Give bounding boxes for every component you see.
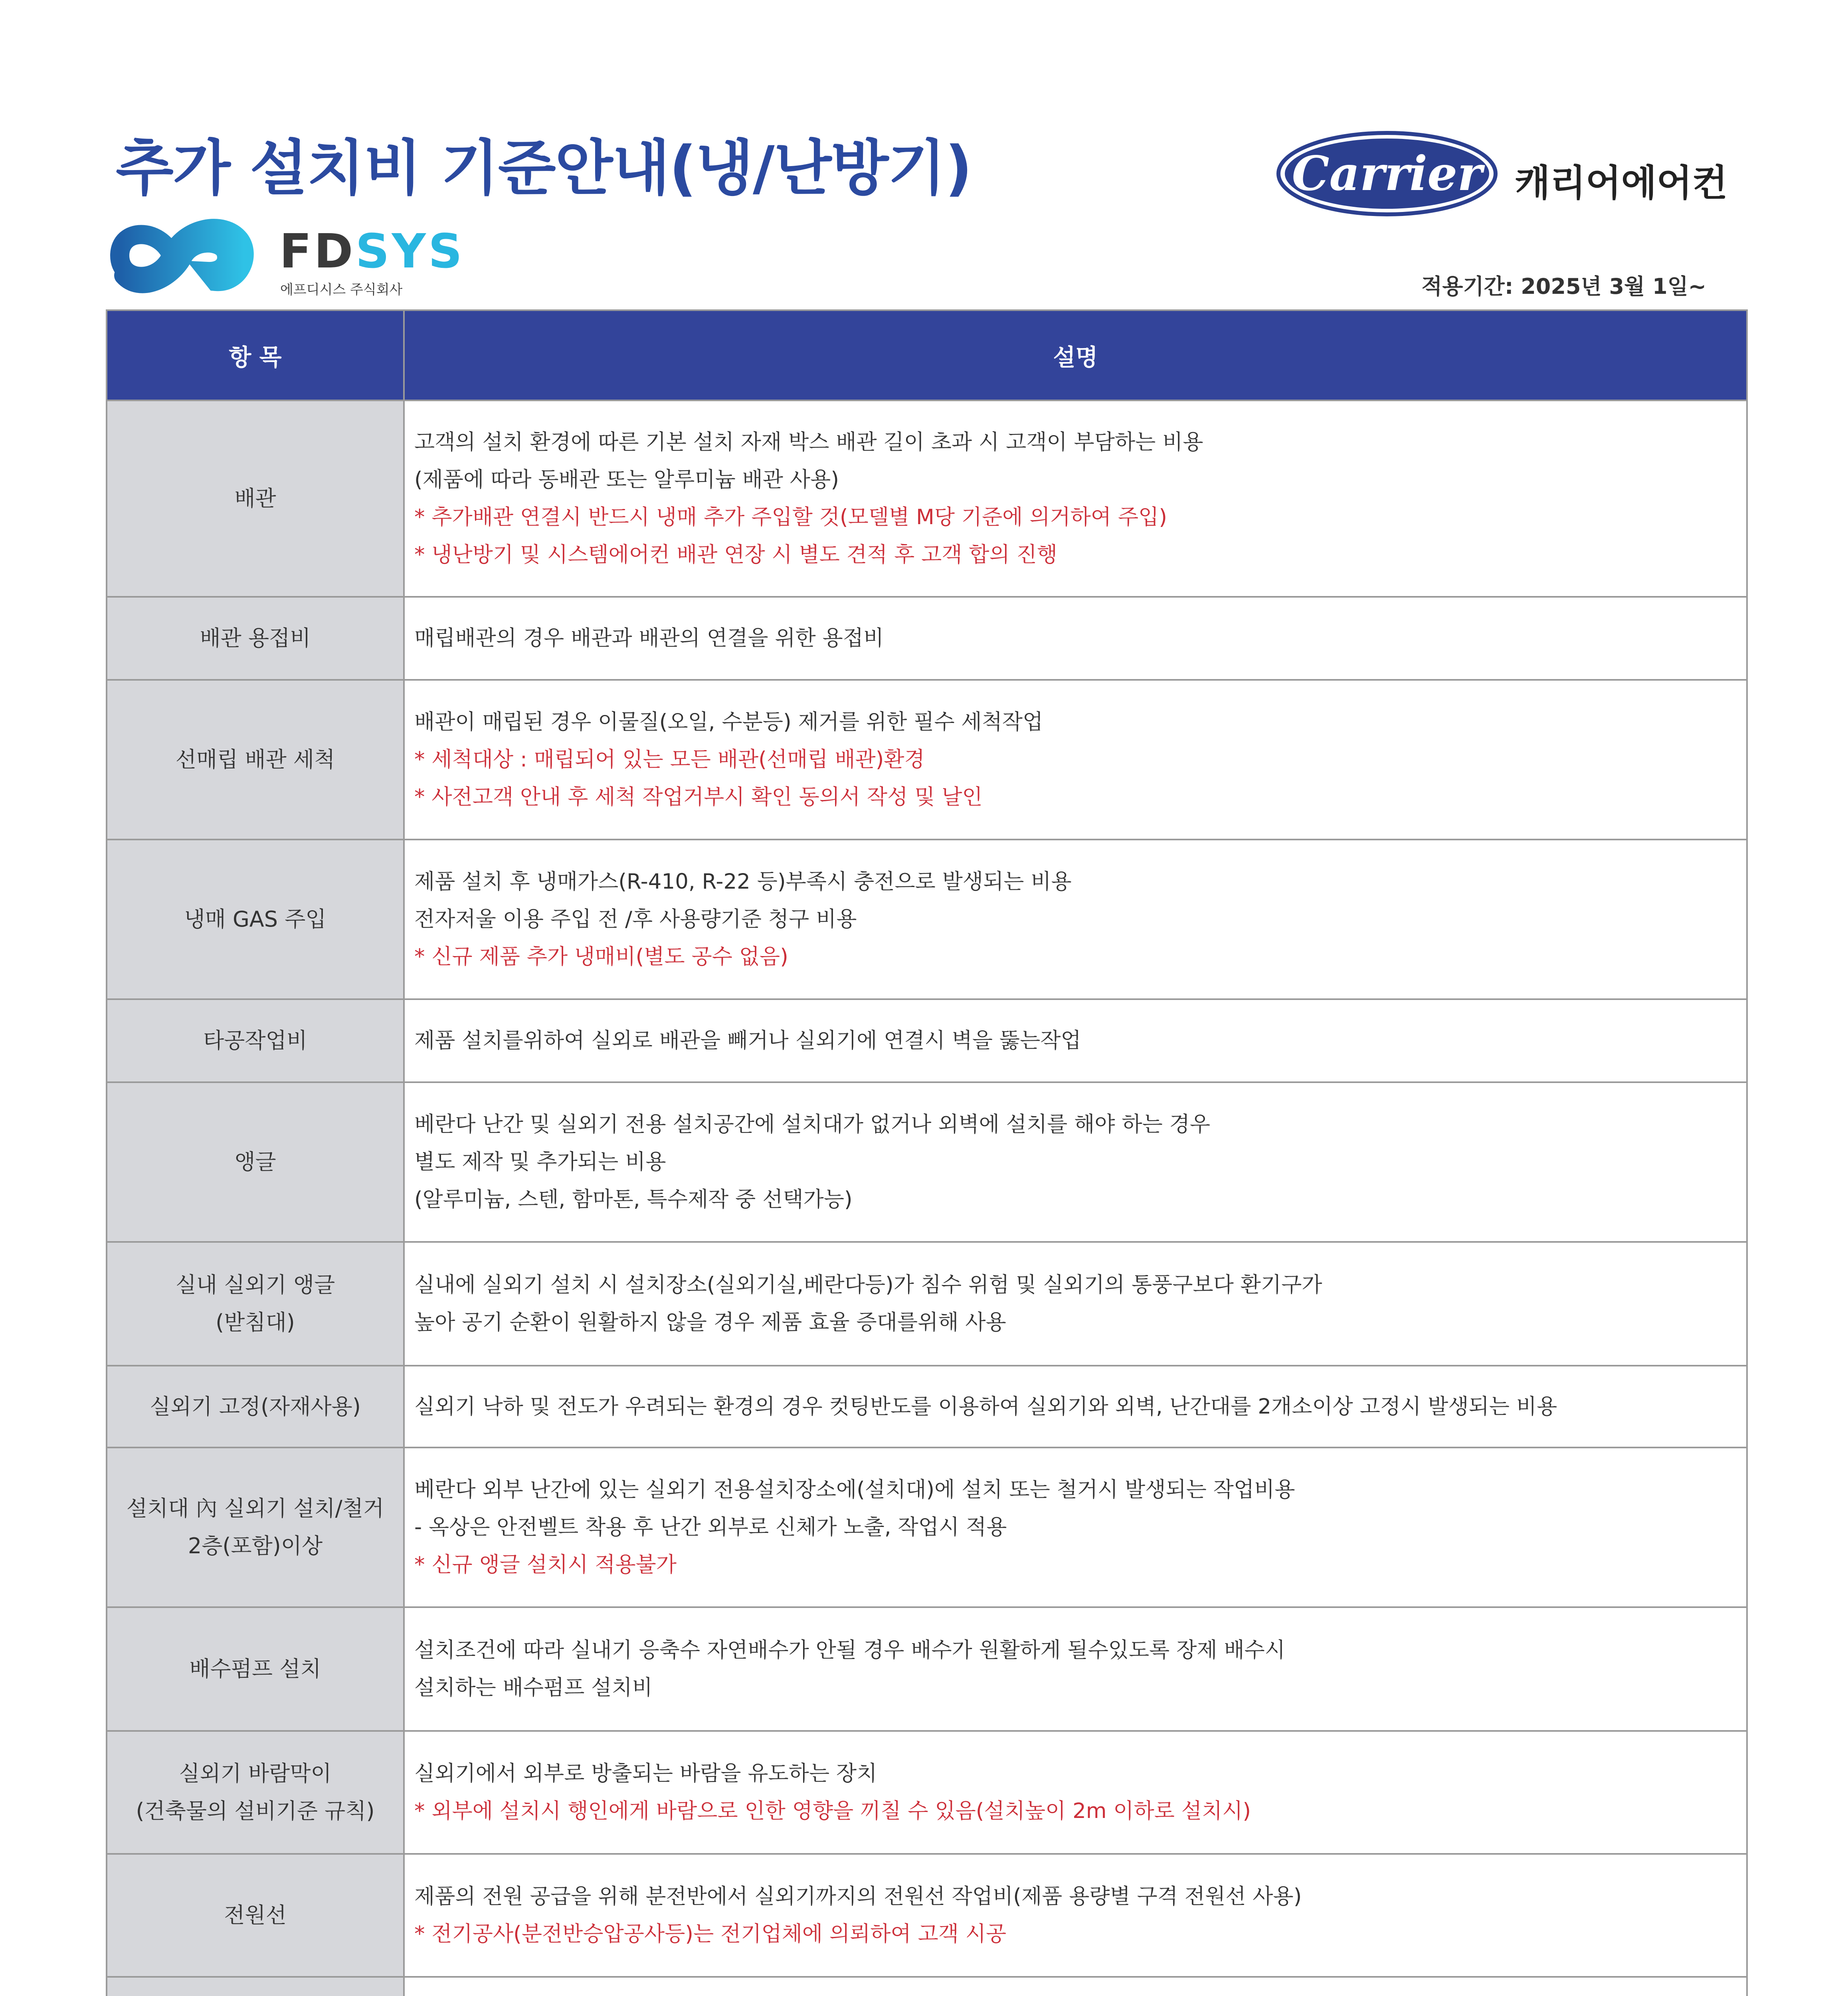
description-line: (제품에 따라 동배관 또는 알루미늄 배관 사용) — [414, 467, 839, 492]
carrier-wordmark: Carrier — [1292, 146, 1482, 201]
description-line: 설치조건에 따라 실내기 응축수 자연배수가 안될 경우 배수가 원활하게 될수있도록 장제 배수시 — [414, 1638, 1286, 1662]
row-item-label: 냉매 GAS 주입 — [107, 840, 404, 999]
table-row — [107, 1242, 1747, 1366]
fee-table — [106, 309, 1748, 1996]
row-description — [404, 1854, 1747, 1977]
description-line: 매립배관의 경우 배관과 배관의 연결을 위한 용접비 — [414, 626, 884, 650]
description-warning-line: * 외부에 설치시 행인에게 바람으로 인한 영향을 끼칠 수 있음(설치높이 2m 이하로 설치시) — [414, 1799, 1251, 1823]
row-item-label: 실외기 바람막이 (건축물의 설비기준 규칙) — [107, 1731, 404, 1854]
description-line: 고객의 설치 환경에 따른 기본 설치 자재 박스 배관 길이 초과 시 고객이 부담하는 비용 — [414, 430, 1203, 454]
table-row — [107, 597, 1747, 680]
row-item-label: 앵글 — [107, 1082, 404, 1242]
description-warning-line: * 신규 제품 추가 냉매비(별도 공수 없음) — [414, 945, 788, 969]
table-row — [107, 840, 1747, 999]
table-row — [107, 999, 1747, 1082]
row-description — [404, 1242, 1747, 1366]
description-warning-line: * 냉난방기 및 시스템에어컨 배관 연장 시 별도 견적 후 고객 합의 진행 — [414, 543, 1058, 567]
description-warning-line: * 사전고객 안내 후 세척 작업거부시 확인 동의서 작성 및 날인 — [414, 785, 983, 809]
table-row — [107, 1854, 1747, 1977]
table-row — [107, 1366, 1747, 1447]
table-row — [107, 1607, 1747, 1731]
description-warning-line: * 추가배관 연결시 반드시 냉매 추가 주입할 것(모델별 M당 기준에 의거하여 주입) — [414, 505, 1167, 529]
description-warning-line: * 세척대상 : 매립되어 있는 모든 배관(선매립 배관)환경 — [414, 747, 925, 772]
row-description — [404, 680, 1747, 840]
row-item-label: 배수펌프 설치 — [107, 1607, 404, 1731]
table-row — [107, 1977, 1747, 1996]
row-description — [404, 1366, 1747, 1447]
description-line: - 옥상은 안전벨트 착용 후 난간 외부로 신체가 노출, 작업시 적용 — [414, 1515, 1007, 1539]
row-description — [404, 840, 1747, 999]
description-line: 제품 설치를위하여 실외로 배관을 빼거나 실외기에 연결시 벽을 뚫는작업 — [414, 1028, 1081, 1053]
row-description — [404, 400, 1747, 597]
table-header-row — [107, 310, 1747, 400]
fdsys-infinity-icon — [108, 212, 275, 299]
row-item-label: 실내 실외기 앵글 (받침대) — [107, 1242, 404, 1366]
row-description — [404, 1082, 1747, 1242]
row-item-label: 선매립 배관 세척 — [107, 680, 404, 840]
table-row — [107, 680, 1747, 840]
row-item-label: 전원선 — [107, 1854, 404, 1977]
description-line: 설치하는 배수펌프 설치비 — [414, 1675, 653, 1700]
row-item-label: 타공작업비 — [107, 999, 404, 1082]
fdsys-company-name: 에프디시스 주식회사 — [280, 282, 403, 298]
row-item-label: 배관 — [107, 400, 404, 597]
page-title: 추가 설치비 기준안내(냉/난방기) — [116, 134, 972, 203]
row-description — [404, 1977, 1747, 1996]
row-item-label — [107, 1977, 404, 1996]
row-description — [404, 1607, 1747, 1731]
description-line: 실외기에서 외부로 방출되는 바람을 유도하는 장치 — [414, 1761, 877, 1786]
row-description — [404, 597, 1747, 680]
carrier-korean-name: 캐리어에어컨 — [1515, 162, 1728, 204]
row-item-label: 배관 용접비 — [107, 597, 404, 680]
table-row — [107, 1731, 1747, 1854]
description-line: 제품 설치 후 냉매가스(R-410, R-22 등)부족시 충전으로 발생되는 비용 — [414, 869, 1072, 894]
fdsys-wordmark: FDSYS — [279, 224, 465, 279]
description-line: 실내에 실외기 설치 시 설치장소(실외기실,베란다등)가 침수 위험 및 실외기의 통풍구보다 환기구가 — [414, 1273, 1322, 1297]
description-line: 베란다 난간 및 실외기 전용 설치공간에 설치대가 없거나 외벽에 설치를 해야 하는 경우 — [414, 1112, 1211, 1137]
description-line: 별도 제작 및 추가되는 비용 — [414, 1150, 666, 1174]
effective-period: 적용기간: 2025년 3월 1일~ — [1421, 274, 1706, 299]
description-line: 배관이 매립된 경우 이물질(오일, 수분등) 제거를 위한 필수 세척작업 — [414, 710, 1043, 734]
column-header-description: 설명 — [404, 310, 1747, 400]
row-description — [404, 999, 1747, 1082]
table-row — [107, 400, 1747, 597]
row-item-label: 실외기 고정(자재사용) — [107, 1366, 404, 1447]
description-warning-line: * 전기공사(분전반승압공사등)는 전기업체에 의뢰하여 고객 시공 — [414, 1922, 1007, 1946]
row-description — [404, 1447, 1747, 1607]
description-line: (알루미늄, 스텐, 함마톤, 특수제작 중 선택가능) — [414, 1187, 853, 1212]
table-body — [107, 400, 1747, 1996]
description-line: 제품의 전원 공급을 위해 분전반에서 실외기까지의 전원선 작업비(제품 용량별 구격 전원선 사용) — [414, 1884, 1302, 1909]
table-row — [107, 1082, 1747, 1242]
fdsys-logo — [108, 212, 491, 303]
table-row — [107, 1447, 1747, 1607]
column-header-item: 항 목 — [107, 310, 404, 400]
carrier-logo — [1275, 130, 1754, 222]
row-item-label: 설치대 內 실외기 설치/철거 2층(포함)이상 — [107, 1447, 404, 1607]
description-warning-line: * 신규 앵글 설치시 적용불가 — [414, 1552, 677, 1577]
description-line: 베란다 외부 난간에 있는 실외기 전용설치장소에(설치대)에 설치 또는 철거시 발생되는 작업비용 — [414, 1477, 1295, 1502]
description-line: 실외기 낙하 및 전도가 우려되는 환경의 경우 컷팅반도를 이용하여 실외기와 외벽, 난간대를 2개소이상 고정시 발생되는 비용 — [414, 1394, 1557, 1419]
row-description — [404, 1731, 1747, 1854]
description-line: 높아 공기 순환이 원활하지 않을 경우 제품 효율 증대를위해 사용 — [414, 1310, 1006, 1335]
description-line: 전자저울 이용 주입 전 /후 사용량기준 청구 비용 — [414, 907, 857, 931]
